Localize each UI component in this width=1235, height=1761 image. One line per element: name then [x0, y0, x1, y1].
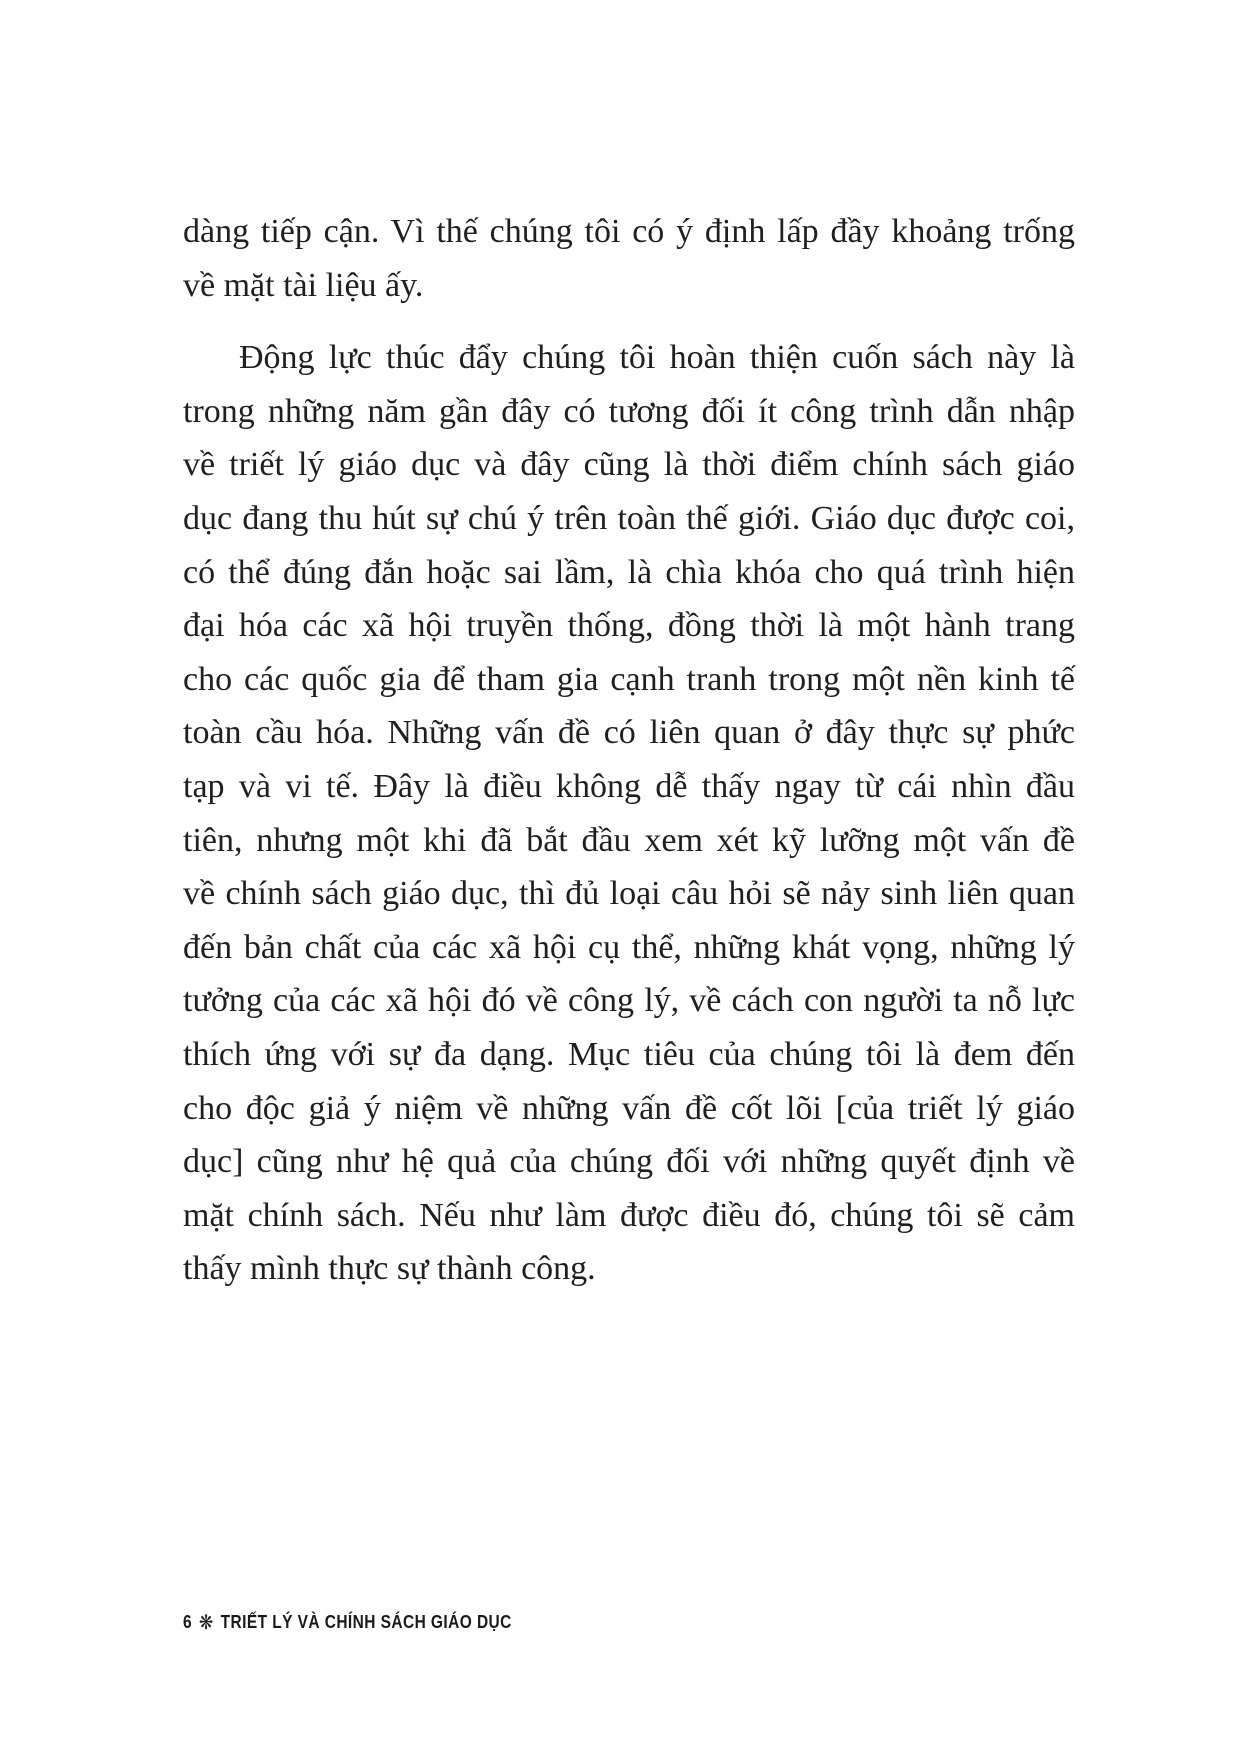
text-line: đại hóa các xã hội truyền thống, đồng thời là một hành trang [183, 607, 1075, 645]
paragraph-2 [183, 331, 1075, 1296]
page-footer [183, 1610, 512, 1635]
text-line: Động lực thúc đẩy chúng tôi hoàn thiện cuốn sách này là [239, 339, 1075, 377]
text-line: trong những năm gần đây có tương đối ít công trình dẫn nhập [183, 392, 1075, 430]
text-line: có thể đúng đắn hoặc sai lầm, là chìa khóa cho quá trình hiện [183, 553, 1075, 591]
text-line: về mặt tài liệu ấy. [183, 266, 424, 304]
text-line: thấy mình thực sự thành công. [183, 1250, 596, 1288]
paragraph-gap [183, 312, 1075, 331]
text-line: tiên, nhưng một khi đã bắt đầu xem xét kỹ lưỡng một vấn đề [183, 821, 1075, 859]
text-line: cho độc giả ý niệm về những vấn đề cốt lõi [của triết lý giáo [183, 1089, 1075, 1127]
paragraph-1 [183, 205, 1075, 312]
text-line: mặt chính sách. Nếu như làm được điều đó, chúng tôi sẽ cảm [183, 1196, 1075, 1234]
body-text [183, 205, 1075, 1296]
text-line: về triết lý giáo dục và đây cũng là thời điểm chính sách giáo [183, 446, 1075, 484]
page-number: 6 [183, 1612, 193, 1632]
text-line: cho các quốc gia để tham gia cạnh tranh trong một nền kinh tế [183, 660, 1075, 698]
text-line: thích ứng với sự đa dạng. Mục tiêu của chúng tôi là đem đến [183, 1035, 1075, 1073]
text-line: đến bản chất của các xã hội cụ thể, những khát vọng, những lý [183, 928, 1075, 966]
text-line: tạp và vi tế. Đây là điều không dễ thấy ngay từ cái nhìn đầu [183, 767, 1075, 805]
running-title: TRIẾT LÝ VÀ CHÍNH SÁCH GIÁO DỤC [220, 1612, 512, 1632]
text-line: tưởng của các xã hội đó về công lý, về cách con người ta nỗ lực [183, 982, 1075, 1020]
text-line: toàn cầu hóa. Những vấn đề có liên quan ở đây thực sự phức [183, 714, 1075, 752]
text-line: dục đang thu hút sự chú ý trên toàn thế giới. Giáo dục được coi, [183, 499, 1075, 537]
text-line: dàng tiếp cận. Vì thế chúng tôi có ý định lấp đầy khoảng trống [183, 213, 1075, 250]
text-line: về chính sách giáo dục, thì đủ loại câu hỏi sẽ nảy sinh liên quan [183, 875, 1075, 913]
text-line: dục] cũng như hệ quả của chúng đối với những quyết định về [183, 1143, 1075, 1181]
asterisk-separator-icon: ❋ [198, 1612, 214, 1634]
